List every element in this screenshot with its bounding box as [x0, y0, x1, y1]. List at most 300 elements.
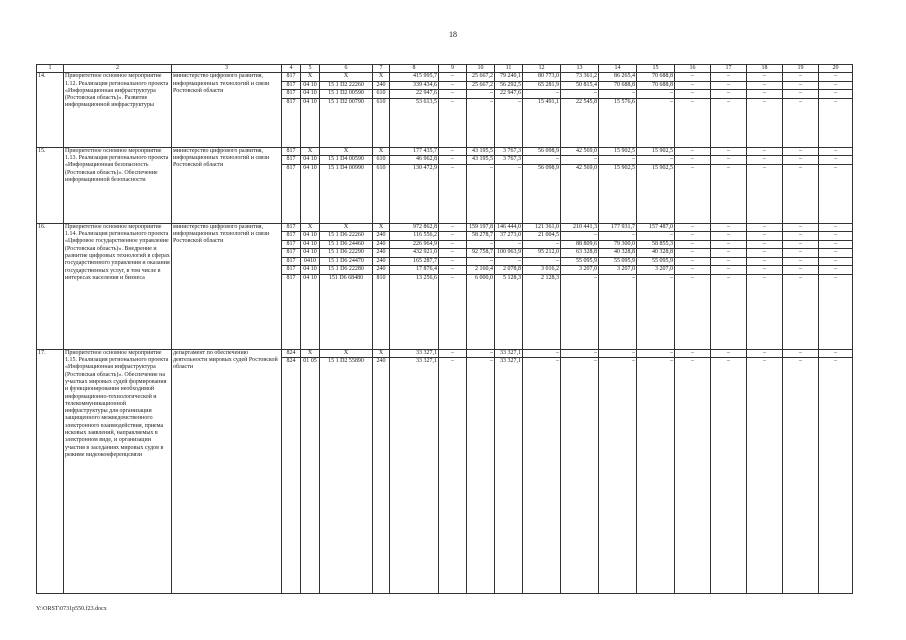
table-cell: 339 434,6: [390, 81, 439, 90]
table-cell: –: [439, 349, 467, 358]
table-cell: –: [783, 240, 819, 249]
table-cell: 42 569,0: [561, 147, 599, 156]
table-cell: 240: [373, 249, 390, 258]
table-cell: –: [495, 257, 523, 266]
table-cell: –: [783, 98, 819, 147]
table-cell: 43 195,5: [467, 147, 495, 156]
table-cell: 6 000,0: [467, 274, 495, 349]
table-cell: –: [675, 147, 711, 156]
table-cell: –: [675, 257, 711, 266]
table-cell: 121 361,0: [523, 223, 561, 232]
table-cell: 817: [282, 147, 301, 156]
table-cell: –: [439, 164, 467, 223]
table-cell: –: [561, 232, 599, 241]
column-header-row: [37, 65, 853, 73]
column-header: 18: [747, 65, 783, 73]
table-cell: 40 328,8: [599, 249, 637, 258]
table-cell: 04 10: [301, 98, 320, 147]
table-cell: 88 809,6: [561, 240, 599, 249]
table-cell: 15 1 D6 24460: [320, 240, 373, 249]
table-cell: 3 767,3: [495, 156, 523, 165]
table-cell: –: [523, 358, 561, 594]
column-header: 3: [172, 65, 282, 73]
table-cell: 3 016,2: [523, 266, 561, 275]
table-cell: –: [561, 358, 599, 594]
table-cell: 240: [373, 266, 390, 275]
table-cell: Х: [320, 349, 373, 358]
table-cell: 50 815,4: [561, 81, 599, 90]
table-cell: 17 876,4: [390, 266, 439, 275]
table-cell: 56 292,5: [495, 81, 523, 90]
column-header: 4: [282, 65, 301, 73]
table-cell: –: [561, 349, 599, 358]
table-cell: –: [747, 266, 783, 275]
table-cell: 226 964,9: [390, 240, 439, 249]
table-cell: 73 361,2: [561, 73, 599, 82]
table-cell: 15 1 D6 22260: [320, 232, 373, 241]
column-header: 16: [675, 65, 711, 73]
table-cell: 2 078,8: [495, 266, 523, 275]
table-cell: 817: [282, 164, 301, 223]
table-cell: –: [637, 98, 675, 147]
column-header: 15: [637, 65, 675, 73]
table-cell: –: [675, 349, 711, 358]
table-cell: 415 995,7: [390, 73, 439, 82]
table-cell: 33 327,1: [390, 358, 439, 594]
item-number: 15.: [37, 147, 64, 223]
column-header: 8: [390, 65, 439, 73]
table-cell: –: [747, 249, 783, 258]
table-cell: Х: [373, 349, 390, 358]
table-cell: –: [675, 156, 711, 165]
table-cell: 37 273,0: [495, 232, 523, 241]
table-cell: 817: [282, 274, 301, 349]
column-header: 1: [37, 65, 64, 73]
table-cell: 63 328,8: [561, 249, 599, 258]
table-cell: 159 197,8: [467, 223, 495, 232]
column-header: 2: [64, 65, 172, 73]
table-cell: –: [711, 266, 747, 275]
table-cell: Х: [373, 73, 390, 82]
table-cell: –: [439, 358, 467, 594]
table-cell: 610: [373, 156, 390, 165]
measure-name: Приоритетное основное мероприятие 1.15. Реализация регионального проекта «Информационная инфраструктура (Ростовская область)». Обеспечение на участках мировых судей формирования и функционирования необходимой информационно-технологической и телекоммуникационной инфраструктуры для организации защищенного межведомственного электронного взаимодействия, приема исковых заявлений, направляемых в электронном виде, и организации участия в заседаниях мировых судов в режиме видеоконференцсвязи: [64, 349, 172, 594]
table-cell: 70 688,8: [599, 81, 637, 90]
table-cell: –: [675, 81, 711, 90]
column-header: 6: [320, 65, 373, 73]
table-cell: 58 855,3: [637, 240, 675, 249]
table-cell: –: [711, 240, 747, 249]
column-header: 19: [783, 65, 819, 73]
table-cell: Х: [301, 223, 320, 232]
table-cell: 817: [282, 223, 301, 232]
table-cell: –: [439, 274, 467, 349]
table-cell: –: [819, 249, 853, 258]
table-cell: –: [783, 164, 819, 223]
table-cell: 157 487,0: [637, 223, 675, 232]
table-cell: –: [747, 73, 783, 82]
footer-file-path: Y:\ORST\0731p550.f23.docx: [36, 606, 107, 612]
table-cell: –: [783, 156, 819, 165]
table-cell: 79 300,0: [599, 240, 637, 249]
table-cell: 824: [282, 349, 301, 358]
table-cell: –: [637, 274, 675, 349]
table-cell: 22 545,8: [561, 98, 599, 147]
column-header: 14: [599, 65, 637, 73]
table-cell: 04 10: [301, 249, 320, 258]
column-header: 17: [711, 65, 747, 73]
table-cell: –: [783, 90, 819, 99]
table-cell: Х: [301, 349, 320, 358]
table-cell: –: [637, 156, 675, 165]
table-cell: Х: [373, 147, 390, 156]
table-cell: 80 773,0: [523, 73, 561, 82]
table-cell: Х: [301, 73, 320, 82]
table-cell: 56 098,9: [523, 147, 561, 156]
table-cell: 2 160,4: [467, 266, 495, 275]
table-cell: 817: [282, 90, 301, 99]
table-cell: 15 1 D6 22290: [320, 249, 373, 258]
table-cell: –: [675, 266, 711, 275]
table-cell: –: [675, 164, 711, 223]
column-header: 12: [523, 65, 561, 73]
table-cell: 65 281,9: [523, 81, 561, 90]
table-cell: –: [561, 274, 599, 349]
table-row: [37, 147, 853, 156]
table-cell: –: [439, 147, 467, 156]
table-cell: 15 902,5: [637, 147, 675, 156]
table-cell: 177 931,7: [599, 223, 637, 232]
column-header: 7: [373, 65, 390, 73]
executor: министерство цифрового развития, информационных технологий и связи Ростовской области: [172, 147, 282, 223]
table-cell: –: [783, 249, 819, 258]
table-cell: –: [819, 349, 853, 358]
table-cell: 5 128,3: [495, 274, 523, 349]
table-cell: –: [711, 164, 747, 223]
table-cell: –: [819, 266, 853, 275]
table-cell: –: [495, 98, 523, 147]
table-cell: –: [747, 257, 783, 266]
table-row: [37, 73, 853, 82]
table-cell: –: [467, 90, 495, 99]
table-cell: –: [599, 156, 637, 165]
table-cell: –: [747, 232, 783, 241]
table-cell: 15 1 D2 55890: [320, 358, 373, 594]
table-cell: –: [783, 81, 819, 90]
table-cell: 3 207,0: [561, 266, 599, 275]
table-cell: –: [711, 274, 747, 349]
table-cell: 01 05: [301, 358, 320, 594]
table-cell: –: [819, 73, 853, 82]
table-cell: 610: [373, 90, 390, 99]
table-cell: –: [747, 349, 783, 358]
table-cell: 33 327,1: [495, 349, 523, 358]
table-cell: –: [439, 249, 467, 258]
budget-table: [36, 64, 853, 594]
table-cell: 817: [282, 257, 301, 266]
table-cell: –: [467, 349, 495, 358]
table-cell: –: [819, 274, 853, 349]
table-row: [37, 349, 853, 358]
table-cell: –: [711, 90, 747, 99]
table-cell: 116 556,2: [390, 232, 439, 241]
table-cell: 817: [282, 266, 301, 275]
table-cell: 817: [282, 156, 301, 165]
table-cell: –: [439, 266, 467, 275]
table-cell: –: [439, 98, 467, 147]
column-header: 5: [301, 65, 320, 73]
table-cell: 610: [373, 164, 390, 223]
table-cell: –: [711, 223, 747, 232]
table-cell: –: [439, 73, 467, 82]
table-cell: –: [467, 358, 495, 594]
item-number: 17.: [37, 349, 64, 594]
table-cell: –: [675, 232, 711, 241]
table-cell: –: [783, 223, 819, 232]
table-cell: –: [637, 232, 675, 241]
table-cell: 15 1 D2 00590: [320, 90, 373, 99]
table-cell: –: [819, 223, 853, 232]
measure-name: Приоритетное основное мероприятие 1.14. Реализация регионального проекта «Цифровое государственное управление (Ростовская область)». Внедрение и развитие цифровых технологий в сферах государственного управления и оказания государственных услуг, в том числе в интересах населения и бизнеса: [64, 223, 172, 349]
table-cell: –: [439, 223, 467, 232]
table-cell: 79 240,1: [495, 73, 523, 82]
table-cell: –: [523, 349, 561, 358]
table-cell: –: [439, 90, 467, 99]
table-cell: 22 947,6: [495, 90, 523, 99]
table-cell: 972 862,8: [390, 223, 439, 232]
table-cell: 21 004,5: [523, 232, 561, 241]
table-cell: –: [439, 156, 467, 165]
table-cell: 53 613,5: [390, 98, 439, 147]
table-cell: –: [467, 240, 495, 249]
table-cell: Х: [320, 223, 373, 232]
column-header: 10: [467, 65, 495, 73]
table-cell: 0410: [301, 257, 320, 266]
table-cell: 240: [373, 257, 390, 266]
table-cell: –: [747, 81, 783, 90]
table-cell: –: [819, 81, 853, 90]
table-cell: –: [747, 156, 783, 165]
measure-name: Приоритетное основное мероприятие 1.13. Реализация регионального проекта «Информационная безопасность (Ростовская область)». Обеспечение информационной безопасности: [64, 147, 172, 223]
table-cell: –: [599, 90, 637, 99]
table-cell: 33 327,1: [390, 349, 439, 358]
table-cell: Х: [320, 147, 373, 156]
page-number: 18: [449, 30, 457, 39]
table-cell: –: [675, 73, 711, 82]
column-header: 9: [439, 65, 467, 73]
item-number: 14.: [37, 73, 64, 148]
table-row: [37, 223, 853, 232]
table-cell: 817: [282, 98, 301, 147]
table-cell: –: [675, 240, 711, 249]
table-cell: 165 287,7: [390, 257, 439, 266]
table-cell: –: [783, 266, 819, 275]
table-cell: –: [599, 358, 637, 594]
table-cell: –: [495, 240, 523, 249]
table-cell: –: [637, 349, 675, 358]
table-cell: –: [675, 223, 711, 232]
table-cell: 56 098,9: [523, 164, 561, 223]
table-cell: –: [819, 164, 853, 223]
table-cell: –: [675, 90, 711, 99]
table-cell: 70 688,8: [637, 81, 675, 90]
table-cell: –: [467, 164, 495, 223]
table-cell: –: [599, 274, 637, 349]
table-cell: –: [711, 249, 747, 258]
table-cell: Х: [320, 73, 373, 82]
table-cell: 25 667,2: [467, 73, 495, 82]
table-cell: –: [747, 147, 783, 156]
table-cell: –: [439, 232, 467, 241]
table-cell: –: [439, 81, 467, 90]
table-cell: –: [495, 164, 523, 223]
executor: министерство цифрового развития, информационных технологий и связи Ростовской области: [172, 223, 282, 349]
table-cell: –: [467, 98, 495, 147]
table-cell: –: [599, 232, 637, 241]
table-cell: 824: [282, 358, 301, 594]
table-cell: 817: [282, 240, 301, 249]
table-cell: 15 1 D2 22260: [320, 81, 373, 90]
table-cell: 210 441,3: [561, 223, 599, 232]
table-cell: –: [561, 156, 599, 165]
item-number: 16.: [37, 223, 64, 349]
table-cell: –: [819, 156, 853, 165]
column-header: 13: [561, 65, 599, 73]
table-cell: –: [747, 98, 783, 147]
table-cell: –: [675, 274, 711, 349]
table-cell: –: [711, 156, 747, 165]
table-cell: –: [711, 232, 747, 241]
table-cell: 151 D6 68480: [320, 274, 373, 349]
table-cell: –: [523, 257, 561, 266]
table-cell: 15 1 D4 00990: [320, 164, 373, 223]
table-cell: –: [819, 232, 853, 241]
table-cell: 55 095,9: [637, 257, 675, 266]
table-cell: 15 1 D6 24470: [320, 257, 373, 266]
table-cell: –: [711, 81, 747, 90]
table-cell: –: [675, 358, 711, 594]
table-cell: –: [747, 164, 783, 223]
table-cell: 04 10: [301, 274, 320, 349]
table-cell: Х: [373, 223, 390, 232]
table-cell: 22 947,6: [390, 90, 439, 99]
table-cell: 70 688,8: [637, 73, 675, 82]
table-cell: –: [747, 90, 783, 99]
table-cell: –: [783, 232, 819, 241]
table-cell: –: [523, 156, 561, 165]
table-cell: –: [711, 98, 747, 147]
table-cell: 04 10: [301, 266, 320, 275]
table-cell: –: [711, 147, 747, 156]
table-cell: 92 758,7: [467, 249, 495, 258]
table-cell: –: [439, 240, 467, 249]
table-cell: 43 195,5: [467, 156, 495, 165]
table-cell: 240: [373, 240, 390, 249]
table-cell: 240: [373, 232, 390, 241]
executor: министерство цифрового развития, информационных технологий и связи Ростовской области: [172, 73, 282, 148]
table-cell: –: [711, 358, 747, 594]
column-header: 20: [819, 65, 853, 73]
table-cell: 25 667,2: [467, 81, 495, 90]
table-cell: 3 767,3: [495, 147, 523, 156]
table-cell: –: [747, 240, 783, 249]
table-cell: –: [783, 147, 819, 156]
table-cell: 817: [282, 249, 301, 258]
table-cell: –: [819, 90, 853, 99]
table-cell: 2 128,3: [523, 274, 561, 349]
table-cell: –: [637, 90, 675, 99]
table-cell: 15 1 D6 22280: [320, 266, 373, 275]
table-cell: 04 10: [301, 164, 320, 223]
table-cell: –: [599, 349, 637, 358]
table-cell: –: [747, 223, 783, 232]
table-cell: –: [637, 358, 675, 594]
table-cell: –: [783, 349, 819, 358]
table-cell: 15 1 D2 00790: [320, 98, 373, 147]
table-cell: 3 207,0: [599, 266, 637, 275]
table-cell: 33 327,1: [495, 358, 523, 594]
table-cell: 13 256,6: [390, 274, 439, 349]
table-cell: 40 328,8: [637, 249, 675, 258]
table-cell: 177 435,7: [390, 147, 439, 156]
table-cell: 240: [373, 81, 390, 90]
table-cell: 130 472,9: [390, 164, 439, 223]
table-cell: 46 962,8: [390, 156, 439, 165]
table-cell: 04 10: [301, 240, 320, 249]
table-cell: –: [783, 274, 819, 349]
table-cell: 15 576,6: [599, 98, 637, 147]
table-cell: 55 095,9: [599, 257, 637, 266]
table-cell: –: [711, 257, 747, 266]
table-cell: –: [783, 257, 819, 266]
measure-name: Приоритетное основное мероприятие 1.12. Реализация регионального проекта «Информационная инфраструктура (Ростовская область)». Развитие информационной инфраструктуры: [64, 73, 172, 148]
table-cell: –: [819, 358, 853, 594]
table-cell: 15 902,5: [599, 147, 637, 156]
table-cell: –: [819, 147, 853, 156]
column-header: 11: [495, 65, 523, 73]
table-cell: –: [523, 90, 561, 99]
table-cell: 3 207,0: [637, 266, 675, 275]
table-cell: 04 10: [301, 232, 320, 241]
table-cell: 817: [282, 73, 301, 82]
table-cell: –: [783, 73, 819, 82]
table-cell: 95 212,0: [523, 249, 561, 258]
table-cell: –: [783, 358, 819, 594]
table-cell: 15 902,5: [599, 164, 637, 223]
table-cell: –: [675, 98, 711, 147]
table-cell: 240: [373, 358, 390, 594]
table-cell: –: [819, 257, 853, 266]
table-cell: 15 902,5: [637, 164, 675, 223]
table-cell: 42 569,0: [561, 164, 599, 223]
table-cell: –: [711, 73, 747, 82]
table-cell: –: [819, 240, 853, 249]
table-cell: Х: [301, 147, 320, 156]
table-cell: 817: [282, 81, 301, 90]
table-cell: 04 10: [301, 90, 320, 99]
table-cell: 810: [373, 274, 390, 349]
table-cell: –: [747, 358, 783, 594]
table-cell: –: [819, 98, 853, 147]
table-cell: 58 278,7: [467, 232, 495, 241]
table-cell: –: [561, 90, 599, 99]
table-cell: 817: [282, 232, 301, 241]
table-cell: 610: [373, 98, 390, 147]
table-cell: –: [439, 257, 467, 266]
table-cell: 15 1 D4 00590: [320, 156, 373, 165]
table-cell: 100 963,9: [495, 249, 523, 258]
table-cell: –: [747, 274, 783, 349]
